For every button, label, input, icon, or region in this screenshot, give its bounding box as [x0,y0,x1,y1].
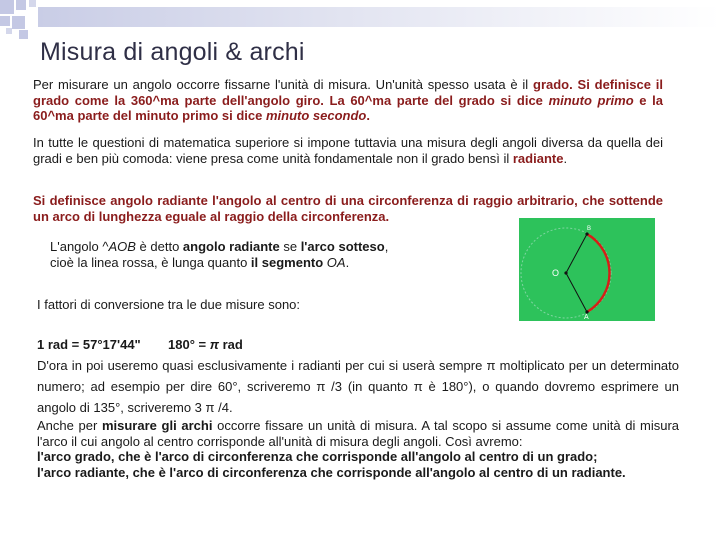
point-o [564,271,567,274]
page-title: Misura di angoli & archi [40,38,305,66]
paragraph-archi: Anche per misurare gli archi occorre fissare un unità di misura. A tal scopo si assume come unità di misura l'arco il cui angolo al centro corrisponde all'unità di misura degli angoli. Così avremo: l'arco grado, che è l'arco di circonferenza che corrisponde all'angolo al centro di un grado; l'arco radiante, che è l'arco di circonferenza che corrisponde all'angolo al centro di un radiante. [37,418,679,480]
label-o: O [552,268,560,278]
paragraph-angolo-aob: L'angolo ^AOB è detto angolo radiante se l'arco sotteso, cioè la linea rossa, è lunga quanto il segmento OA. [50,239,389,270]
decor-square [16,0,26,10]
degrees-to-rad: 180° = π rad [168,337,243,352]
label-b: B [587,226,592,232]
arco-grado-def: l'arco grado, che è l'arco di circonferenza che corrisponde all'angolo al centro di un grado; [37,449,598,464]
point-b [585,232,588,235]
paragraph-uso-radianti: D'ora in poi useremo quasi esclusivamente i radianti per cui si userà sempre π moltiplicato per un determinato numero; ad esempio per dire 60°, scriveremo π /3 (in quanto π è 180°), o quando dovremo esprimere un angolo di 135°, scriveremo 3 π /4. [37,358,679,415]
decor-square [12,16,25,29]
header-bar [38,7,720,27]
decor-square [0,0,14,14]
arco-radiante-def: l'arco radiante, che è l'arco di circonferenza che corrisponde all'angolo al centro di un radiante. [37,464,626,480]
paragraph-grado: Per misurare un angolo occorre fissarne l'unità di misura. Un'unità spesso usata è il grado. Si definisce il grado come la 360^ma parte dell'angolo giro. La 60^ma parte del grado si dice minuto primo e la 60^ma parte del minuto primo si dice minuto secondo. [33,77,664,123]
decor-square [6,28,12,34]
decor-square [19,30,28,39]
decor-square [0,16,10,26]
paragraph-radiante: In tutte le questioni di matematica superiore si impone tuttavia una misura degli angoli diversa da quella dei gradi e ben più comoda: viene presa come unità fondamentale non il grado bensì il radiante. [33,135,663,166]
radian-figure [519,218,655,321]
rad-to-degrees: 1 rad = 57°17'44" [37,337,141,352]
conversion-formulas [37,337,243,352]
definition-radiante: Si definisce angolo radiante l'angolo al centro di una circonferenza di raggio arbitrario, che sottende un arco di lunghezza eguale al raggio della circonferenza. [33,193,663,224]
label-a: A [584,314,589,321]
paragraph-conversione: I fattori di conversione tra le due misure sono: [37,297,301,312]
decor-square [29,0,36,7]
